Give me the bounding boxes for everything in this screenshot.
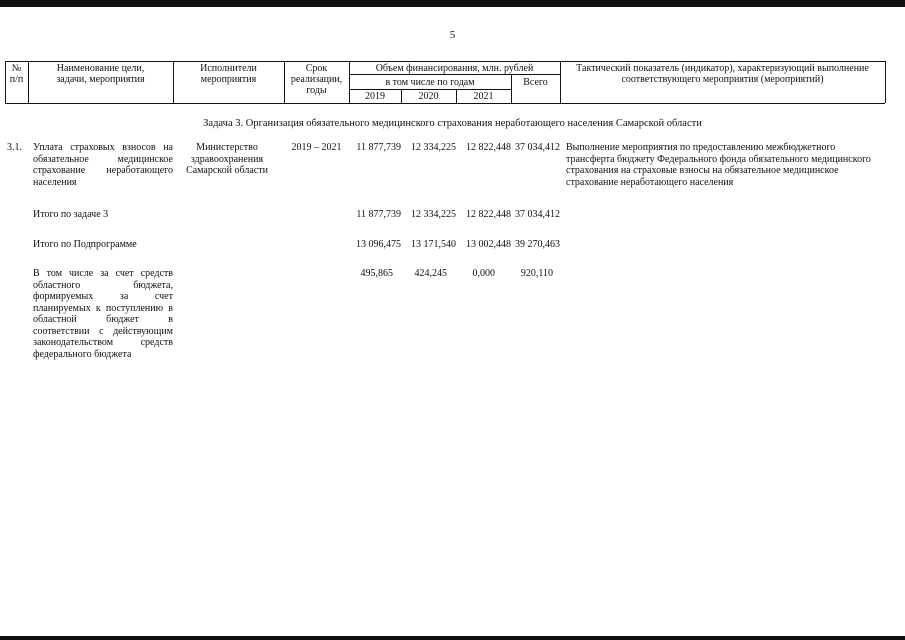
page-number: 5 (449, 29, 456, 41)
incl-regional-label: В том числе за счет средств областного бюджета, формируемых за счет планируемых к поступлению в областной бюджет в соответствии с действующим законодательством средств федерального бюджета (33, 268, 173, 360)
row-value-2020: 12 334,225 (411, 142, 456, 153)
total-task-label: Итого по задаче 3 (33, 209, 109, 220)
header-col-financing: Объем финансирования, млн. рублей (375, 63, 534, 74)
incl-regional-2021: 0,000 (472, 268, 495, 279)
incl-regional-2019: 495,865 (360, 268, 393, 279)
total-task-total: 37 034,412 (515, 209, 560, 220)
incl-regional-total: 920,110 (520, 268, 553, 279)
header-year-2020: 2020 (418, 91, 439, 102)
total-task-2019: 11 877,739 (356, 209, 401, 220)
total-subprogram-total: 39 270,463 (515, 239, 560, 250)
total-subprogram-2020: 13 171,540 (411, 239, 456, 250)
row-executor: Министерство здравоохранения Самарской области (186, 142, 268, 176)
row-indicator: Выполнение мероприятия по предоставлению межбюджетного трансферта бюджету Федерального фонда обязательного медицинского страхования на страховые взносы на обязательное медицинское страхование неработающего населения (566, 142, 871, 188)
header-col-by-year: в том числе по годам (385, 77, 475, 88)
row-value-total: 37 034,412 (515, 142, 560, 153)
row-term: 2019 – 2021 (291, 142, 342, 153)
total-subprogram-2021: 13 002,448 (466, 239, 511, 250)
header-col-no: № п/п (9, 63, 24, 85)
row-value-2019: 11 877,739 (356, 142, 401, 153)
row-number: 3.1. (7, 142, 22, 153)
header-col-executor: Исполнители мероприятия (200, 63, 257, 85)
header-year-2021: 2021 (473, 91, 494, 102)
total-task-2021: 12 822,448 (466, 209, 511, 220)
total-task-2020: 12 334,225 (411, 209, 456, 220)
header-col-total: Всего (523, 77, 548, 88)
row-value-2021: 12 822,448 (466, 142, 511, 153)
total-subprogram-2019: 13 096,475 (356, 239, 401, 250)
header-year-2019: 2019 (365, 91, 385, 102)
total-subprogram-label: Итого по Подпрограмме (33, 239, 137, 250)
incl-regional-2020: 424,245 (414, 268, 447, 279)
row-name: Уплата страховых взносов на обязательное медицинское страхование неработающего населения (33, 142, 173, 188)
top-border (0, 0, 905, 7)
task-title: Задача 3. Организация обязательного медицинского страхования неработающего населения Самарской области (203, 118, 702, 129)
header-col-term: Срок реализации, годы (290, 63, 343, 96)
header-col-indicator: Тактический показатель (индикатор), характеризующий выполнение соответствующего мероприятия (мероприятий) (576, 63, 869, 85)
bottom-border (0, 636, 905, 640)
header-col-name: Наименование цели, задачи, мероприятия (56, 63, 145, 85)
